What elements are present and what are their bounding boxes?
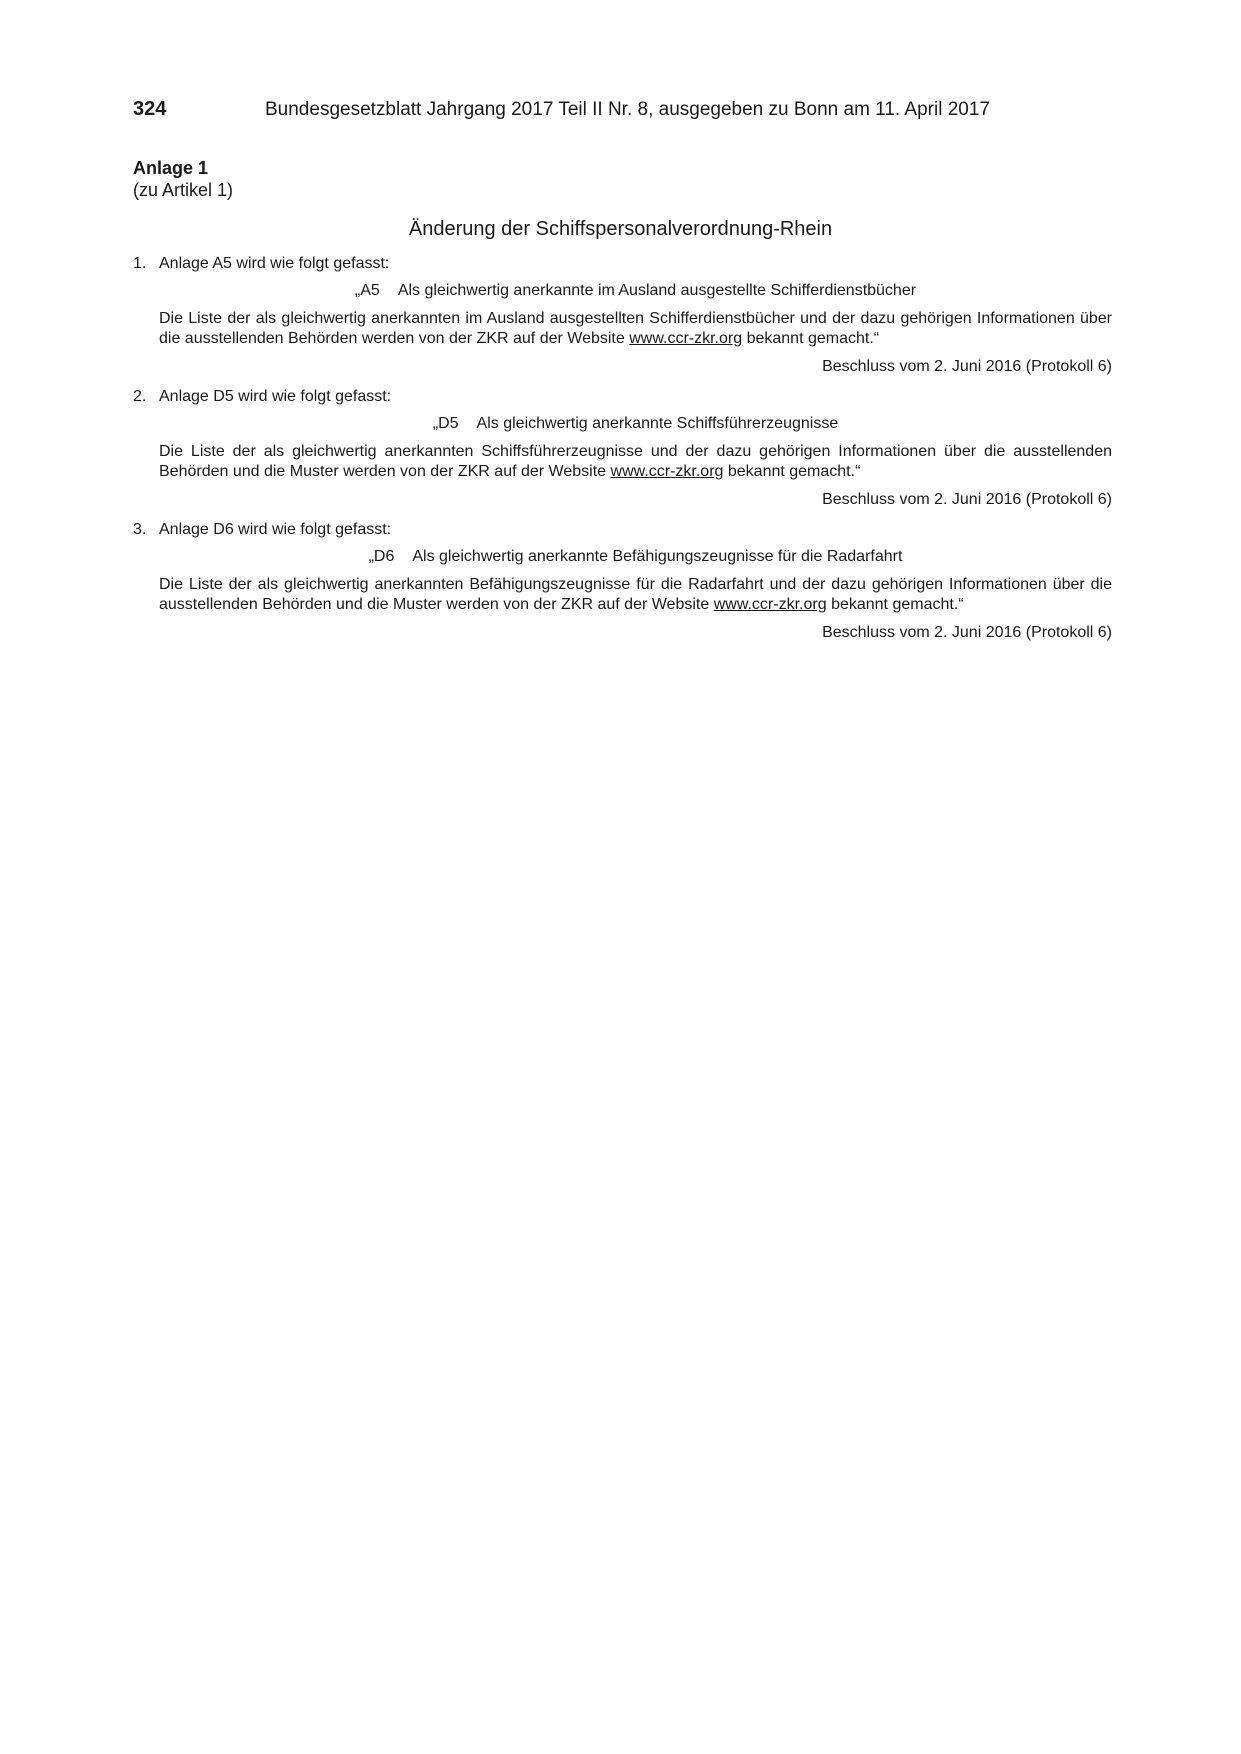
amendment-item-head — [133, 254, 1112, 274]
item-number: 1. — [133, 255, 147, 272]
amendment-list — [133, 254, 1112, 653]
annex-heading-text: Als gleichwertig anerkannte im Ausland ausgestellte Schifferdienstbücher — [397, 282, 917, 299]
annex-heading — [133, 414, 1112, 434]
body-text-before-url: Die Liste der als gleichwertig anerkannten im Ausland ausgestellten Schifferdienstbücher und der dazu gehörigen Informationen über die ausstellenden Behörden werden von der ZKR auf der Website — [159, 310, 1112, 347]
body-text-before-url: Die Liste der als gleichwertig anerkannten Befähigungszeugnisse für die Radarfahrt und der dazu gehörigen Informationen über die ausstellenden Behörden und die Muster werden von der ZKR auf der Website — [159, 576, 1112, 613]
item-lead: Anlage A5 wird wie folgt gefasst: — [159, 255, 390, 272]
website-link[interactable]: www.ccr-zkr.org — [629, 330, 743, 347]
page-header — [133, 98, 1118, 124]
item-body-text — [159, 442, 1112, 482]
amendment-item — [133, 520, 1112, 643]
amendment-item — [133, 387, 1112, 510]
body-text-after-url: bekannt gemacht.“ — [727, 463, 861, 480]
item-number: 2. — [133, 388, 147, 405]
item-lead: Anlage D5 wird wie folgt gefasst: — [159, 388, 392, 405]
annex-title: Anlage 1 — [133, 158, 209, 178]
annex-code: „A5 — [354, 282, 380, 299]
website-link[interactable]: www.ccr-zkr.org — [713, 596, 827, 613]
journal-title: Bundesgesetzblatt Jahrgang 2017 Teil II Nr. 8, ausgegeben zu Bonn am 11. April 2017 — [265, 99, 990, 120]
annex-label — [133, 157, 233, 201]
decision-note: Beschluss vom 2. Juni 2016 (Protokoll 6) — [822, 624, 1112, 641]
annex-heading — [133, 547, 1112, 567]
annex-code: „D6 — [368, 548, 395, 565]
decision-note: Beschluss vom 2. Juni 2016 (Protokoll 6) — [822, 491, 1112, 508]
item-body-text — [159, 575, 1112, 615]
annex-heading-text: Als gleichwertig anerkannte Befähigungszeugnisse für die Radarfahrt — [412, 548, 903, 565]
annex-subtitle: (zu Artikel 1) — [133, 180, 234, 200]
amendment-item — [133, 254, 1112, 377]
body-text-after-url: bekannt gemacht.“ — [831, 596, 964, 613]
annex-heading-text: Als gleichwertig anerkannte Schiffsführerzeugnisse — [476, 415, 839, 432]
amendment-item-head — [133, 520, 1112, 540]
decision-note: Beschluss vom 2. Juni 2016 (Protokoll 6) — [822, 358, 1112, 375]
amendment-item-head — [133, 387, 1112, 407]
document-title-text: Änderung der Schiffspersonalverordnung-Rhein — [408, 218, 833, 240]
document-title — [0, 218, 1241, 241]
body-text-after-url: bekannt gemacht.“ — [746, 330, 880, 347]
annex-code: „D5 — [432, 415, 459, 432]
page-number: 324 — [133, 98, 167, 120]
item-lead: Anlage D6 wird wie folgt gefasst: — [159, 521, 392, 538]
annex-heading — [133, 281, 1112, 301]
item-body-text — [159, 309, 1112, 349]
website-link[interactable]: www.ccr-zkr.org — [610, 463, 724, 480]
body-text-before-url: Die Liste der als gleichwertig anerkannten Schiffsführerzeugnisse und der dazu gehörigen Informationen über die ausstellenden Behörden und die Muster werden von der ZKR auf der Website — [159, 443, 1112, 480]
item-number: 3. — [133, 521, 147, 538]
